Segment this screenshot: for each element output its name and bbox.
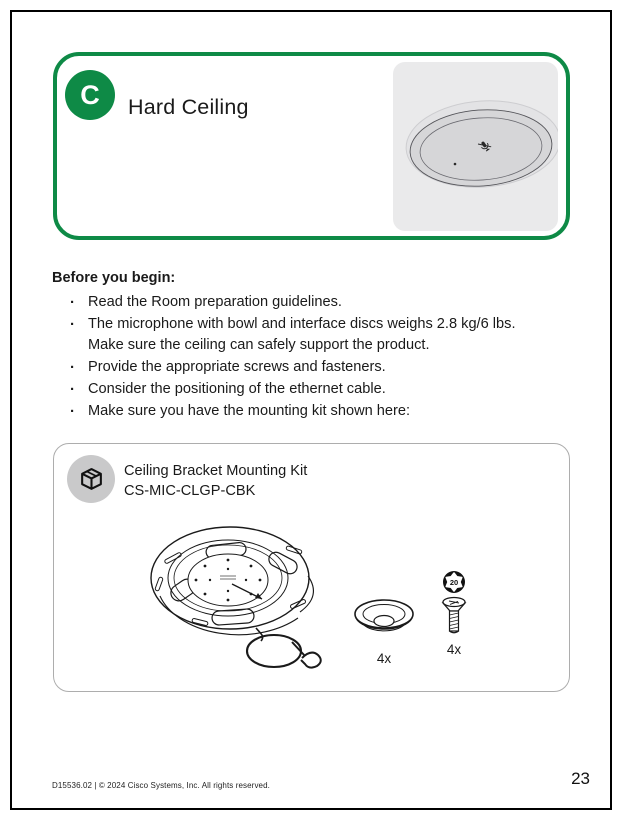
ceiling-microphone-image — [393, 62, 558, 231]
before-heading: Before you begin: — [52, 270, 176, 286]
ceiling-bracket-illustration — [140, 518, 364, 690]
kit-part-number: CS-MIC-CLGP-CBK — [124, 483, 256, 499]
grommet-qty-label: 4x — [376, 651, 392, 666]
screw-illustration — [436, 570, 472, 638]
page-number: 23 — [571, 769, 590, 788]
step-badge-letter: C — [80, 79, 100, 110]
section-mounting-kit — [53, 443, 570, 692]
kit-icon-circle — [67, 455, 115, 503]
kit-title-block — [124, 461, 307, 501]
package-icon — [78, 466, 105, 493]
kit-title: Ceiling Bracket Mounting Kit — [124, 463, 308, 479]
section-before-you-begin — [52, 270, 558, 422]
list-item: · Consider the positioning of the ethernet cable. — [52, 379, 548, 401]
list-item: · The microphone with bowl and interface discs weighs 2.8 kg/6 lbs. Make sure the ceiling can safely support the product. — [52, 314, 548, 357]
led-dot — [454, 163, 457, 166]
list-item: · Read the Room preparation guidelines. — [52, 292, 548, 314]
list-item: · Provide the appropriate screws and fasteners. — [52, 357, 548, 379]
torx-size-label: 20 — [449, 577, 459, 587]
screw-qty-label: 4x — [446, 642, 462, 657]
section-header-card — [53, 52, 570, 240]
step-badge — [65, 70, 115, 120]
list-item: · Make sure you have the mounting kit shown here: — [52, 401, 548, 423]
footer-doc-line: D15536.02 | © 2024 Cisco Systems, Inc. All rights reserved. — [52, 781, 270, 790]
torx-t20-icon — [443, 571, 465, 593]
grommet-illustration — [352, 594, 416, 642]
grommet-part — [344, 594, 424, 666]
page-title: Hard Ceiling — [128, 95, 249, 120]
screw-part — [426, 570, 482, 657]
ceiling-microphone-drawing — [393, 62, 558, 231]
before-list — [52, 292, 548, 422]
